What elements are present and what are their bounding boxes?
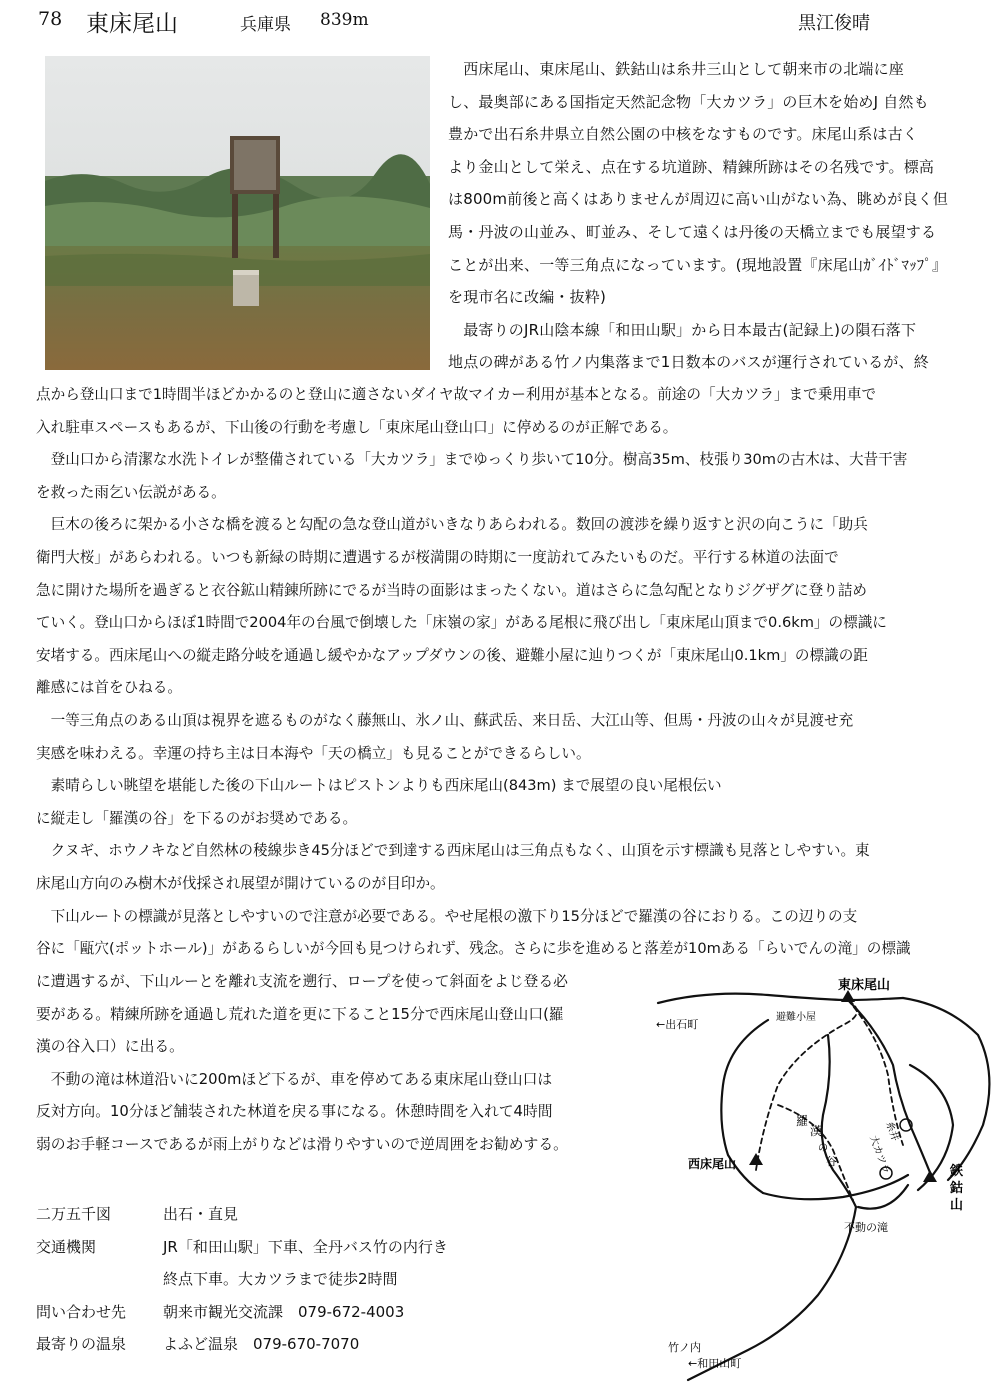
label-katsura: 大カツラ	[867, 1134, 892, 1176]
label-rakan: の	[818, 1143, 828, 1154]
label-peak-tetsu: 鉄	[950, 1164, 964, 1179]
intro-line: を現市名に改編・抜粋)	[448, 288, 607, 307]
text-line: 不動の滝は林道沿いに200mほど下るが、車を停めてある東床尾山登山口は	[36, 1070, 553, 1088]
route-map	[648, 975, 1000, 1383]
text-line: 離感には首をひねる。	[36, 679, 182, 697]
text-line: 巨木の後ろに架かる小さな橋を渡ると勾配の急な登山道がいきなりあらわれる。数回の渡渉を繰り返すと沢の向こうに「助兵	[36, 516, 868, 534]
info-value: JR「和田山駅」下車、全丹バス竹の内行き	[163, 1237, 448, 1256]
label-to-izushi: ←出石町	[656, 1018, 699, 1031]
intro-text	[448, 53, 948, 379]
intro-line: 地点の碑がある竹ノ内集落まで1日数本のバスが運行されているが、終	[448, 353, 929, 372]
summit-photo-image	[45, 56, 430, 370]
author-name: 黒江俊晴	[798, 13, 870, 34]
text-line: 安堵する。西床尾山への縦走路分岐を通過し緩やかなアップダウンの後、避難小屋に辿りつくが「東床尾山0.1km」の標識の距	[36, 646, 868, 664]
text-line: 要がある。精練所跡を通過し荒れた道を更に下ること15分で西床尾山登山口(羅	[36, 1005, 564, 1023]
text-line: 入れ駐車スペースもあるが、下山後の行動を考慮し「東床尾山登山口」に停めるのが正解である。	[36, 418, 678, 436]
text-line: に遭遇するが、下山ルーとを離れ支流を遡行、ロープを使って斜面をよじ登る必	[36, 973, 568, 990]
elevation: 839m	[320, 10, 369, 30]
prefecture: 兵庫県	[240, 15, 291, 35]
info-block	[36, 1198, 448, 1361]
main-text	[36, 379, 911, 966]
label-to-wadayama: ←和田山町	[688, 1357, 742, 1370]
text-line: 下山ルートの標識が見落としやすいので注意が必要である。やせ尾根の激下り15分ほどで羅漢の谷におりる。この辺りの支	[36, 907, 858, 925]
text-line: 反対方向。10分ほど舗装された林道を戻る事になる。休憩時間を入れて4時間	[36, 1103, 553, 1121]
info-row-transport	[36, 1231, 448, 1264]
label-peak-tetsu: 山	[950, 1198, 964, 1213]
label-peak-tetsu: 鈷	[950, 1181, 964, 1196]
text-line: ていく。登山口からほぼ1時間で2004年の台風で倒壊した「床嶺の家」がある尾根に飛び出し「東床尾山頂まで0.6km」の標識に	[36, 614, 887, 632]
article-number: 78	[38, 8, 63, 30]
info-row-transport-cont	[36, 1263, 448, 1296]
text-line: 弱のお手軽コースであるが雨上がりなどは滑りやすいので逆周囲をお勧めする。	[36, 1135, 568, 1153]
intro-line: 西床尾山、東床尾山、鉄鈷山は糸井三山として朝来市の北端に座	[448, 60, 905, 78]
intro-line: 豊かで出石糸井県立自然公園の中核をなすものです。床尾山系は古く	[448, 125, 919, 144]
text-line: に縦走し「羅漢の谷」を下るのがお奨めである。	[36, 809, 358, 827]
info-row-onsen	[36, 1328, 448, 1361]
text-line: クヌギ、ホウノキなど自然林の稜線歩き45分ほどで到達する西床尾山は三角点もなく、山頂を示す標識も見落としやすい。東	[36, 842, 870, 860]
text-line: 点から登山口まで1時間半ほどかかるのと登山に適さないダイヤ故マイカー利用が基本となる。前途の「大カツラ」まで乗用車で	[36, 386, 877, 403]
info-label: 問い合わせ先	[36, 1302, 127, 1321]
info-value: 終点下車。大カツラまで徒歩2時間	[163, 1270, 398, 1288]
peak-west-marker	[749, 1153, 763, 1165]
label-rakan: 羅	[796, 1114, 809, 1128]
text-line: 衛門大桜」があらわれる。いつも新緑の時期に遭遇するが桜満開の時期に一度訪れてみたいものだ。平行する林道の法面で	[36, 548, 839, 566]
text-line: 谷に「甌穴(ポットホール)」があるらしいが今回も見つけられず、残念。さらに歩を進めると落差が10mある「らいでんの滝」の標識	[36, 940, 911, 958]
intro-line: より金山として栄え、点在する坑道跡、精錬所跡はその名残です。標高	[448, 157, 935, 176]
text-line: 漢の谷入口）に出る。	[36, 1038, 184, 1056]
label-takenouchi: 竹ノ内	[668, 1341, 701, 1354]
info-label: 二万五千図	[36, 1205, 112, 1223]
info-row-map	[36, 1198, 448, 1231]
label-hut: 避難小屋	[776, 1012, 816, 1023]
route-map-drawing	[648, 975, 1000, 1383]
mountain-name: 東床尾山	[86, 11, 178, 37]
text-line: 実感を味わえる。幸運の持ち主は日本海や「天の橋立」も見ることができるらしい。	[36, 744, 591, 762]
info-row-contact	[36, 1296, 448, 1329]
text-line: 素晴らしい眺望を堪能した後の下山ルートはピストンよりも西床尾山(843m) まで展望の良い尾根伝い	[36, 777, 722, 795]
label-rakan: 漢	[810, 1124, 823, 1138]
intro-line: は800m前後と高くはありませんが周辺に高い山がない為、眺めが良く但	[448, 190, 949, 209]
text-line: 登山口から清潔な水洗トイレが整備されている「大カツラ」までゆっくり歩いて10分。樹高35m、枝張り30mの古木は、大昔干害	[36, 451, 908, 469]
info-label	[36, 1263, 163, 1296]
info-label: 交通機関	[36, 1237, 97, 1256]
label-itoi: 糸井	[883, 1120, 901, 1143]
text-line: 急に開けた場所を過ぎると衣谷鉱山精錬所跡にでるが当時の面影はまったくない。道はさらに急勾配となりジグザグに登り詰め	[36, 581, 867, 599]
intro-line: 最寄りのJR山陰本線「和田山駅」から日本最古(記録上)の隕石落下	[448, 320, 917, 339]
label-fudo: 不動の滝	[844, 1221, 888, 1234]
label-peak-east: 東床尾山	[838, 978, 891, 993]
text-line: 床尾山方向のみ樹木が伐採され展望が開けているのが目印か。	[36, 874, 445, 892]
info-label: 最寄りの温泉	[36, 1335, 127, 1353]
info-value: よふど温泉 079-670-7070	[163, 1335, 360, 1353]
info-value: 朝来市観光交流課 079-672-4003	[163, 1302, 405, 1321]
label-rakan: 谷	[826, 1155, 837, 1168]
intro-line: ことが出来、一等三角点になっています。(現地設置『床尾山ｶﾞｲﾄﾞﾏｯﾌﾟ』	[448, 255, 948, 274]
intro-line: 馬・丹波の山並み、町並み、そして遠くは丹後の天橋立までも展望する	[448, 222, 937, 241]
summit-photo	[45, 56, 430, 370]
intro-line: し、最奥部にある国指定天然記念物「大カツラ」の巨木を始めJ 自然も	[448, 92, 929, 111]
info-value: 出石・直見	[163, 1205, 239, 1223]
label-peak-west: 西床尾山	[688, 1157, 737, 1171]
text-line: を救った雨乞い伝説がある。	[36, 483, 226, 501]
closing-text	[36, 966, 568, 1162]
text-line: 一等三角点のある山頂は視界を遮るものがなく藤無山、氷ノ山、蘇武岳、来日岳、大江山等、但馬・丹波の山々が見渡せ充	[36, 711, 854, 729]
